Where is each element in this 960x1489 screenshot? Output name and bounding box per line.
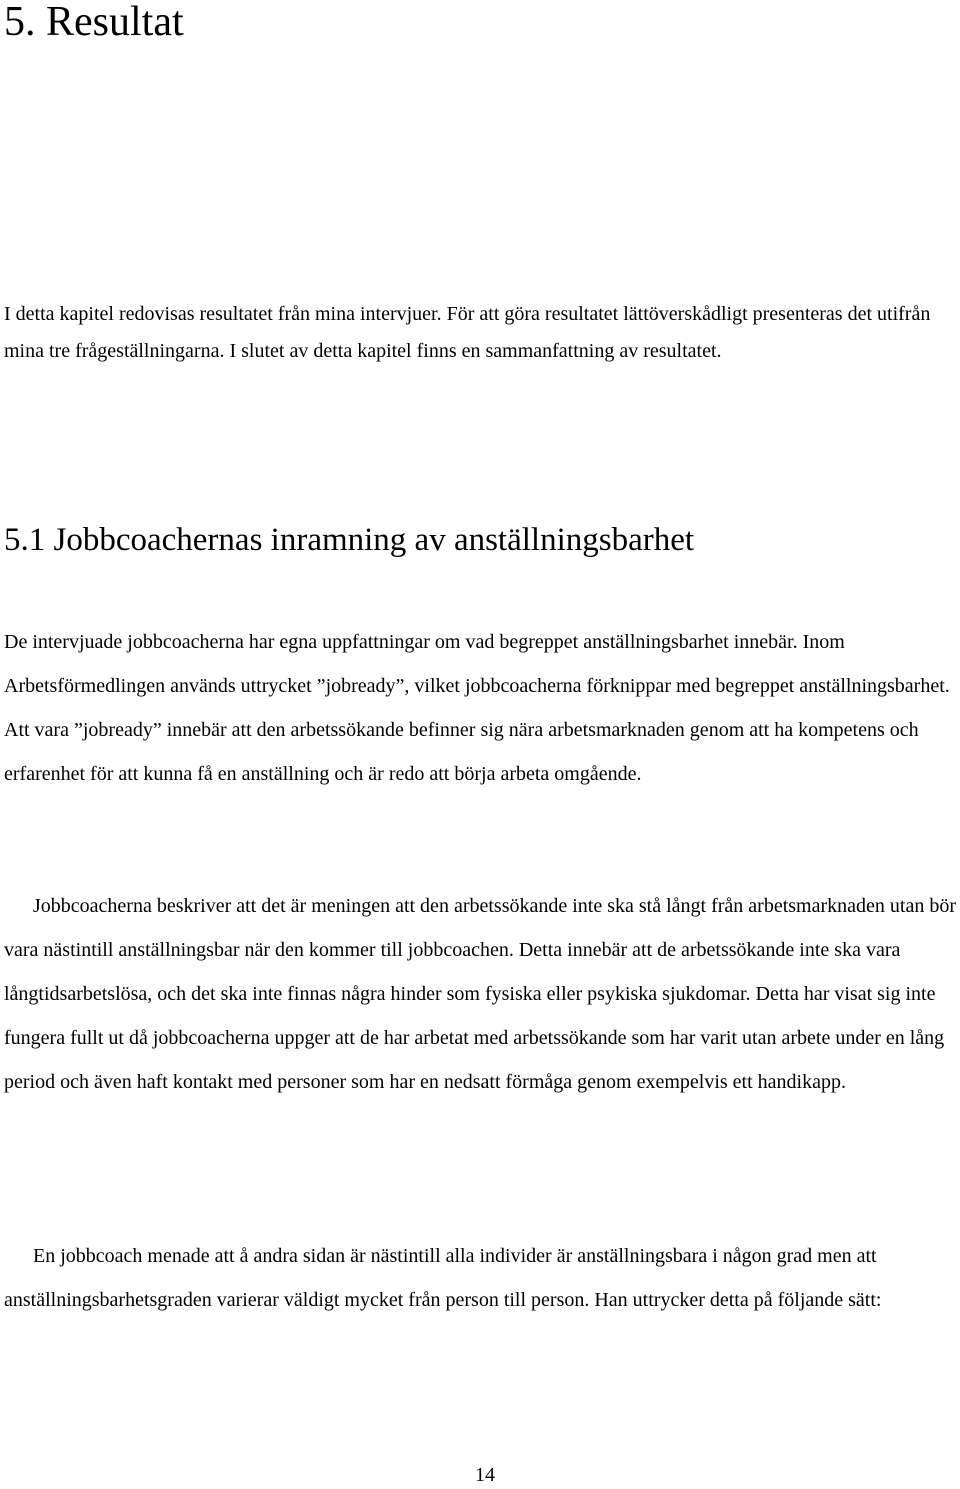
chapter-title: 5. Resultat: [4, 0, 184, 45]
page-number: 14: [475, 1464, 495, 1486]
section-title: 5.1 Jobbcoachernas inramning av anställningsbarhet: [4, 522, 695, 558]
section-paragraph-1: De intervjuade jobbcoacherna har egna uppfattningar om vad begreppet anställningsbarhet innebär. Inom Arbetsförmedlingen används uttrycket ”jobready”, vilket jobbcoacherna förknippar med begreppet anställningsbarhet. Att vara ”jobready” innebär att den arbetssökande befinner sig nära arbetsmarknaden genom att ha kompetens och erfarenhet för att kunna få en anställning och är redo att börja arbeta omgående.: [4, 631, 950, 785]
section-paragraph-2: Jobbcoacherna beskriver att det är meningen att den arbetssökande inte ska stå långt från arbetsmarknaden utan bör vara nästintill anställningsbar när den kommer till jobbcoachen. Detta innebär att de arbetssökande inte ska vara långtidsarbetslösa, och det ska inte finnas några hinder som fysiska eller psykiska sjukdomar. Detta har visat sig inte fungera fullt ut då jobbcoacherna uppger att de har arbetat med arbetssökande som har varit utan arbete under en lång period och även haft kontakt med personer som har en nedsatt förmåga genom exempelvis ett handikapp.: [4, 895, 956, 1093]
section-paragraph-3: En jobbcoach menade att å andra sidan är nästintill alla individer är anställningsbara i någon grad men att anställningsbarhetsgraden varierar väldigt mycket från person till person. Han uttrycker detta på följande sätt:: [4, 1245, 882, 1311]
chapter-intro-paragraph: I detta kapitel redovisas resultatet från mina intervjuer. För att göra resultatet lättöverskådligt presenteras det utifrån mina tre frågeställningarna. I slutet av detta kapitel finns en sammanfattning av resultatet.: [4, 303, 931, 362]
